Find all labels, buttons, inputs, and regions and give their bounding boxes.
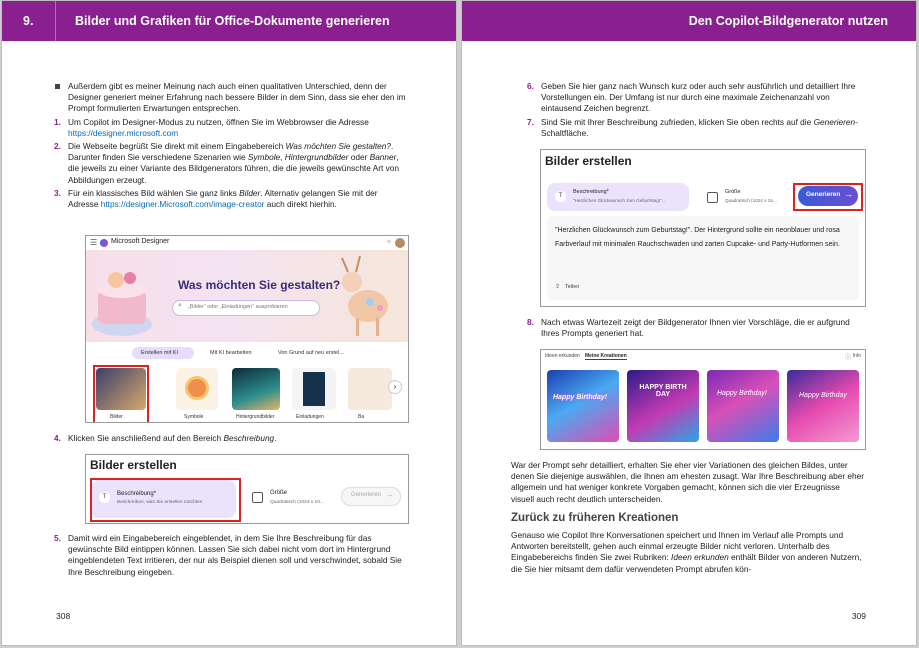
category-label-symbols: Symbole	[184, 414, 204, 420]
step-5: 5. Damit wird ein Eingabebereich eingeblendet, in dem Sie Ihre Beschreibung für das gewünschte Bild eintippen können. Lassen Sie sich dabei nicht vom dort im Hintergrund eingeblendeten Text irritieren, der nur als Beispiel dienen soll und verschwindet, sobald Sie Ihre Beschreibung eingeben.	[54, 533, 402, 577]
right-body-top	[527, 81, 865, 141]
step-3: 3. Für ein klassisches Bild wählen Sie ganz links Bilder. Alternativ gelangen Sie mit der Adresse https://designer.Microsoft.com/image-creator auch direkt hierhin.	[54, 187, 378, 210]
page-number-left: 308	[56, 611, 71, 621]
hero-title: Was möchten Sie gestalten?	[178, 278, 341, 292]
category-label-images: Bilder	[110, 414, 123, 420]
designer-link[interactable]: https://designer.microsoft.com	[68, 127, 179, 138]
text-icon: T	[99, 492, 110, 503]
image-creator-link[interactable]: https://designer.Microsoft.com/image-creator	[100, 199, 265, 210]
panel-title: Bilder erstellen	[90, 458, 177, 472]
paragraph-variations: War der Prompt sehr detailliert, erhalten Sie eher vier Variationen des gleichen Bildes, unter denen Sie diejenige auswählen, die Ihnen am ehesten zusagt. War Ihre Beschreibung aber eher allgemein und hat weniger konkrete Vorgaben gemacht, können sich die vier Erzeugnisse visuell auch recht deutlich unterscheiden.	[511, 460, 865, 504]
info-label[interactable]: Info	[852, 353, 861, 359]
header-divider	[55, 1, 56, 41]
left-body-bottom	[54, 533, 406, 580]
cake-illustration-icon	[88, 254, 160, 340]
step-8: 8. Nach etwas Wartezeit zeigt der Bildgenerator Ihnen vier Vorschläge, die er aufgrund Ihres Prompts generiert hat.	[527, 317, 850, 339]
highlight-description-box	[90, 478, 241, 522]
menu-icon[interactable]: ☰	[90, 238, 98, 247]
info-icon[interactable]: ⓘ	[844, 355, 851, 361]
result-image-1[interactable]: Happy Birthday!	[547, 370, 619, 442]
text-icon: T	[555, 191, 566, 202]
step-4: 4. Klicken Sie anschließend auf den Bereich Beschreibung.	[54, 433, 277, 443]
left-body-mid	[54, 433, 406, 446]
prompt-screenshot	[540, 149, 866, 307]
avatar[interactable]	[395, 238, 405, 248]
left-page	[1, 0, 457, 646]
results-screenshot	[540, 349, 866, 450]
right-body-mid	[527, 317, 865, 341]
highlight-generate-box	[793, 183, 863, 211]
section-heading: Zurück zu früheren Kreationen	[511, 511, 679, 524]
category-label-backgrounds: Hintergrundbilder	[236, 414, 275, 420]
chapter-title: Bilder und Grafiken für Office-Dokumente generieren	[75, 14, 390, 28]
deer-illustration-icon	[330, 252, 400, 340]
designer-topbar	[86, 236, 408, 251]
sparkle-icon[interactable]: ✧	[386, 239, 392, 246]
designer-logo-icon	[100, 239, 108, 247]
left-body-top	[54, 81, 406, 212]
description-field[interactable]: T Beschreibung* Beschreiben, was Sie erstellen möchten	[91, 480, 236, 518]
result-image-4[interactable]: Happy Birthday	[787, 370, 859, 442]
arrow-right-icon: →	[386, 490, 394, 499]
step-2: 2. Die Webseite begrüßt Sie direkt mit einem Eingabebereich Was möchten Sie gestalten?. Darunter finden Sie verschiedene Szenarien wie Symbole, Hintergrundbilder oder Banner, die jeweils zu einer Variante des Bildgenerators führen, die die jeweils gewünschte Art von Abbildungen erzeugt.	[54, 141, 399, 185]
highlight-images-box	[93, 365, 149, 423]
square-icon	[252, 492, 263, 503]
tab-my-creations[interactable]: Meine Kreationen	[585, 353, 627, 359]
size-selector[interactable]: Größe Quadratisch (1024 x 15…	[701, 183, 791, 211]
chapter-number: 9.	[23, 14, 34, 28]
edit-with-ai-button[interactable]: Mit KI bearbeiten	[210, 350, 252, 356]
hero-banner	[86, 250, 408, 342]
share-label[interactable]: Teilen	[565, 284, 580, 290]
arrow-right-icon: →	[844, 189, 853, 199]
generate-button-disabled[interactable]: Generieren →	[341, 487, 401, 506]
prompt-textarea[interactable]: "Herzlichen Glückwunsch zum Geburtstag!". Der Hintergrund sollte ein neonblauer und rosa Farbverlauf mit minimalen Rauchschwaden und zarten Cupcake- und Party-Hutformen sein. ⇪ Teilen	[547, 216, 859, 300]
search-input[interactable]: ⌕ „Bilder“ oder „Einladungen“ ausprobieren	[172, 300, 320, 316]
create-from-scratch-button[interactable]: Von Grund auf neu erstel…	[278, 350, 345, 356]
square-icon	[707, 192, 718, 203]
square-bullet-icon	[55, 84, 60, 89]
category-symbols-thumb[interactable]	[176, 368, 218, 410]
app-name: Microsoft Designer	[111, 238, 170, 245]
category-banner-thumb[interactable]	[348, 368, 392, 410]
page-number-right: 309	[851, 611, 866, 621]
right-body-bottom	[511, 460, 865, 577]
paragraph-history: Genauso wie Copilot Ihre Konversationen speichert und Ihnen im Verlauf alle Prompts und Antworten bereitstellt, gehen auch einmal erzeugte Bilder nicht verloren. Unterhalb des Eingabebereichs finden Sie zwei Rubriken: Ideen erkunden enthält Bilder von anderen Nutzern, die Sie hier mitsamt dem dafür verwendeten Prompt abrufen kön-	[511, 530, 862, 574]
description-field[interactable]: T Beschreibung* "Herzlichen Glückwunsch zum Geburtstag!"…	[547, 183, 689, 211]
generate-button[interactable]: Generieren →	[798, 186, 858, 206]
mode-buttons	[86, 342, 408, 362]
result-image-3[interactable]: Happy Birthday!	[707, 370, 779, 442]
search-icon: ⌕	[178, 302, 182, 309]
result-image-2[interactable]: HAPPY BIRTH DAY	[627, 370, 699, 442]
section-title: Den Copilot-Bildgenerator nutzen	[688, 14, 888, 28]
share-icon[interactable]: ⇪	[555, 284, 561, 290]
chapter-header-right	[462, 1, 916, 41]
step-1: 1. Um Copilot im Designer-Modus zu nutzen, öffnen Sie im Webbrowser die Adresse https://designer.microsoft.com	[54, 116, 369, 138]
category-label-banner: Ba	[358, 414, 365, 420]
tab-ideas[interactable]: Ideen erkunden	[545, 353, 580, 359]
chapter-header	[2, 1, 456, 41]
step-6: 6. Geben Sie hier ganz nach Wunsch kurz oder auch sehr ausführlich und detailliert Ihre Vorstellungen ein. Der Umfang ist nur durch eine maximale Zeichenanzahl von eintausend Zeichen begrenzt.	[527, 81, 856, 114]
right-page	[461, 0, 917, 646]
create-images-screenshot	[85, 454, 409, 524]
create-with-ai-button[interactable]: Erstellen mit KI	[132, 347, 194, 359]
chevron-right-icon[interactable]: ›	[388, 380, 402, 394]
size-selector[interactable]: Größe Quadratisch (1024 x 10…	[246, 480, 336, 518]
designer-screenshot	[85, 235, 409, 423]
panel-title: Bilder erstellen	[545, 154, 632, 168]
category-label-invitations: Einladungen	[296, 414, 324, 420]
category-backgrounds-thumb[interactable]	[232, 368, 280, 410]
step-7: 7. Sind Sie mit Ihrer Beschreibung zufrieden, klicken Sie oben rechts auf die Generieren-Schaltfläche.	[527, 116, 858, 138]
category-invitations-thumb[interactable]	[292, 368, 336, 410]
bullet-item: Außerdem gibt es meiner Meinung nach auch einen qualitativen Unterschied, denn der Designer generiert meiner Erfahrung nach bessere Bilder in dem Sinn, dass sie eher den im Prompt formulierten Erwartungen entsprechen.	[54, 81, 406, 115]
